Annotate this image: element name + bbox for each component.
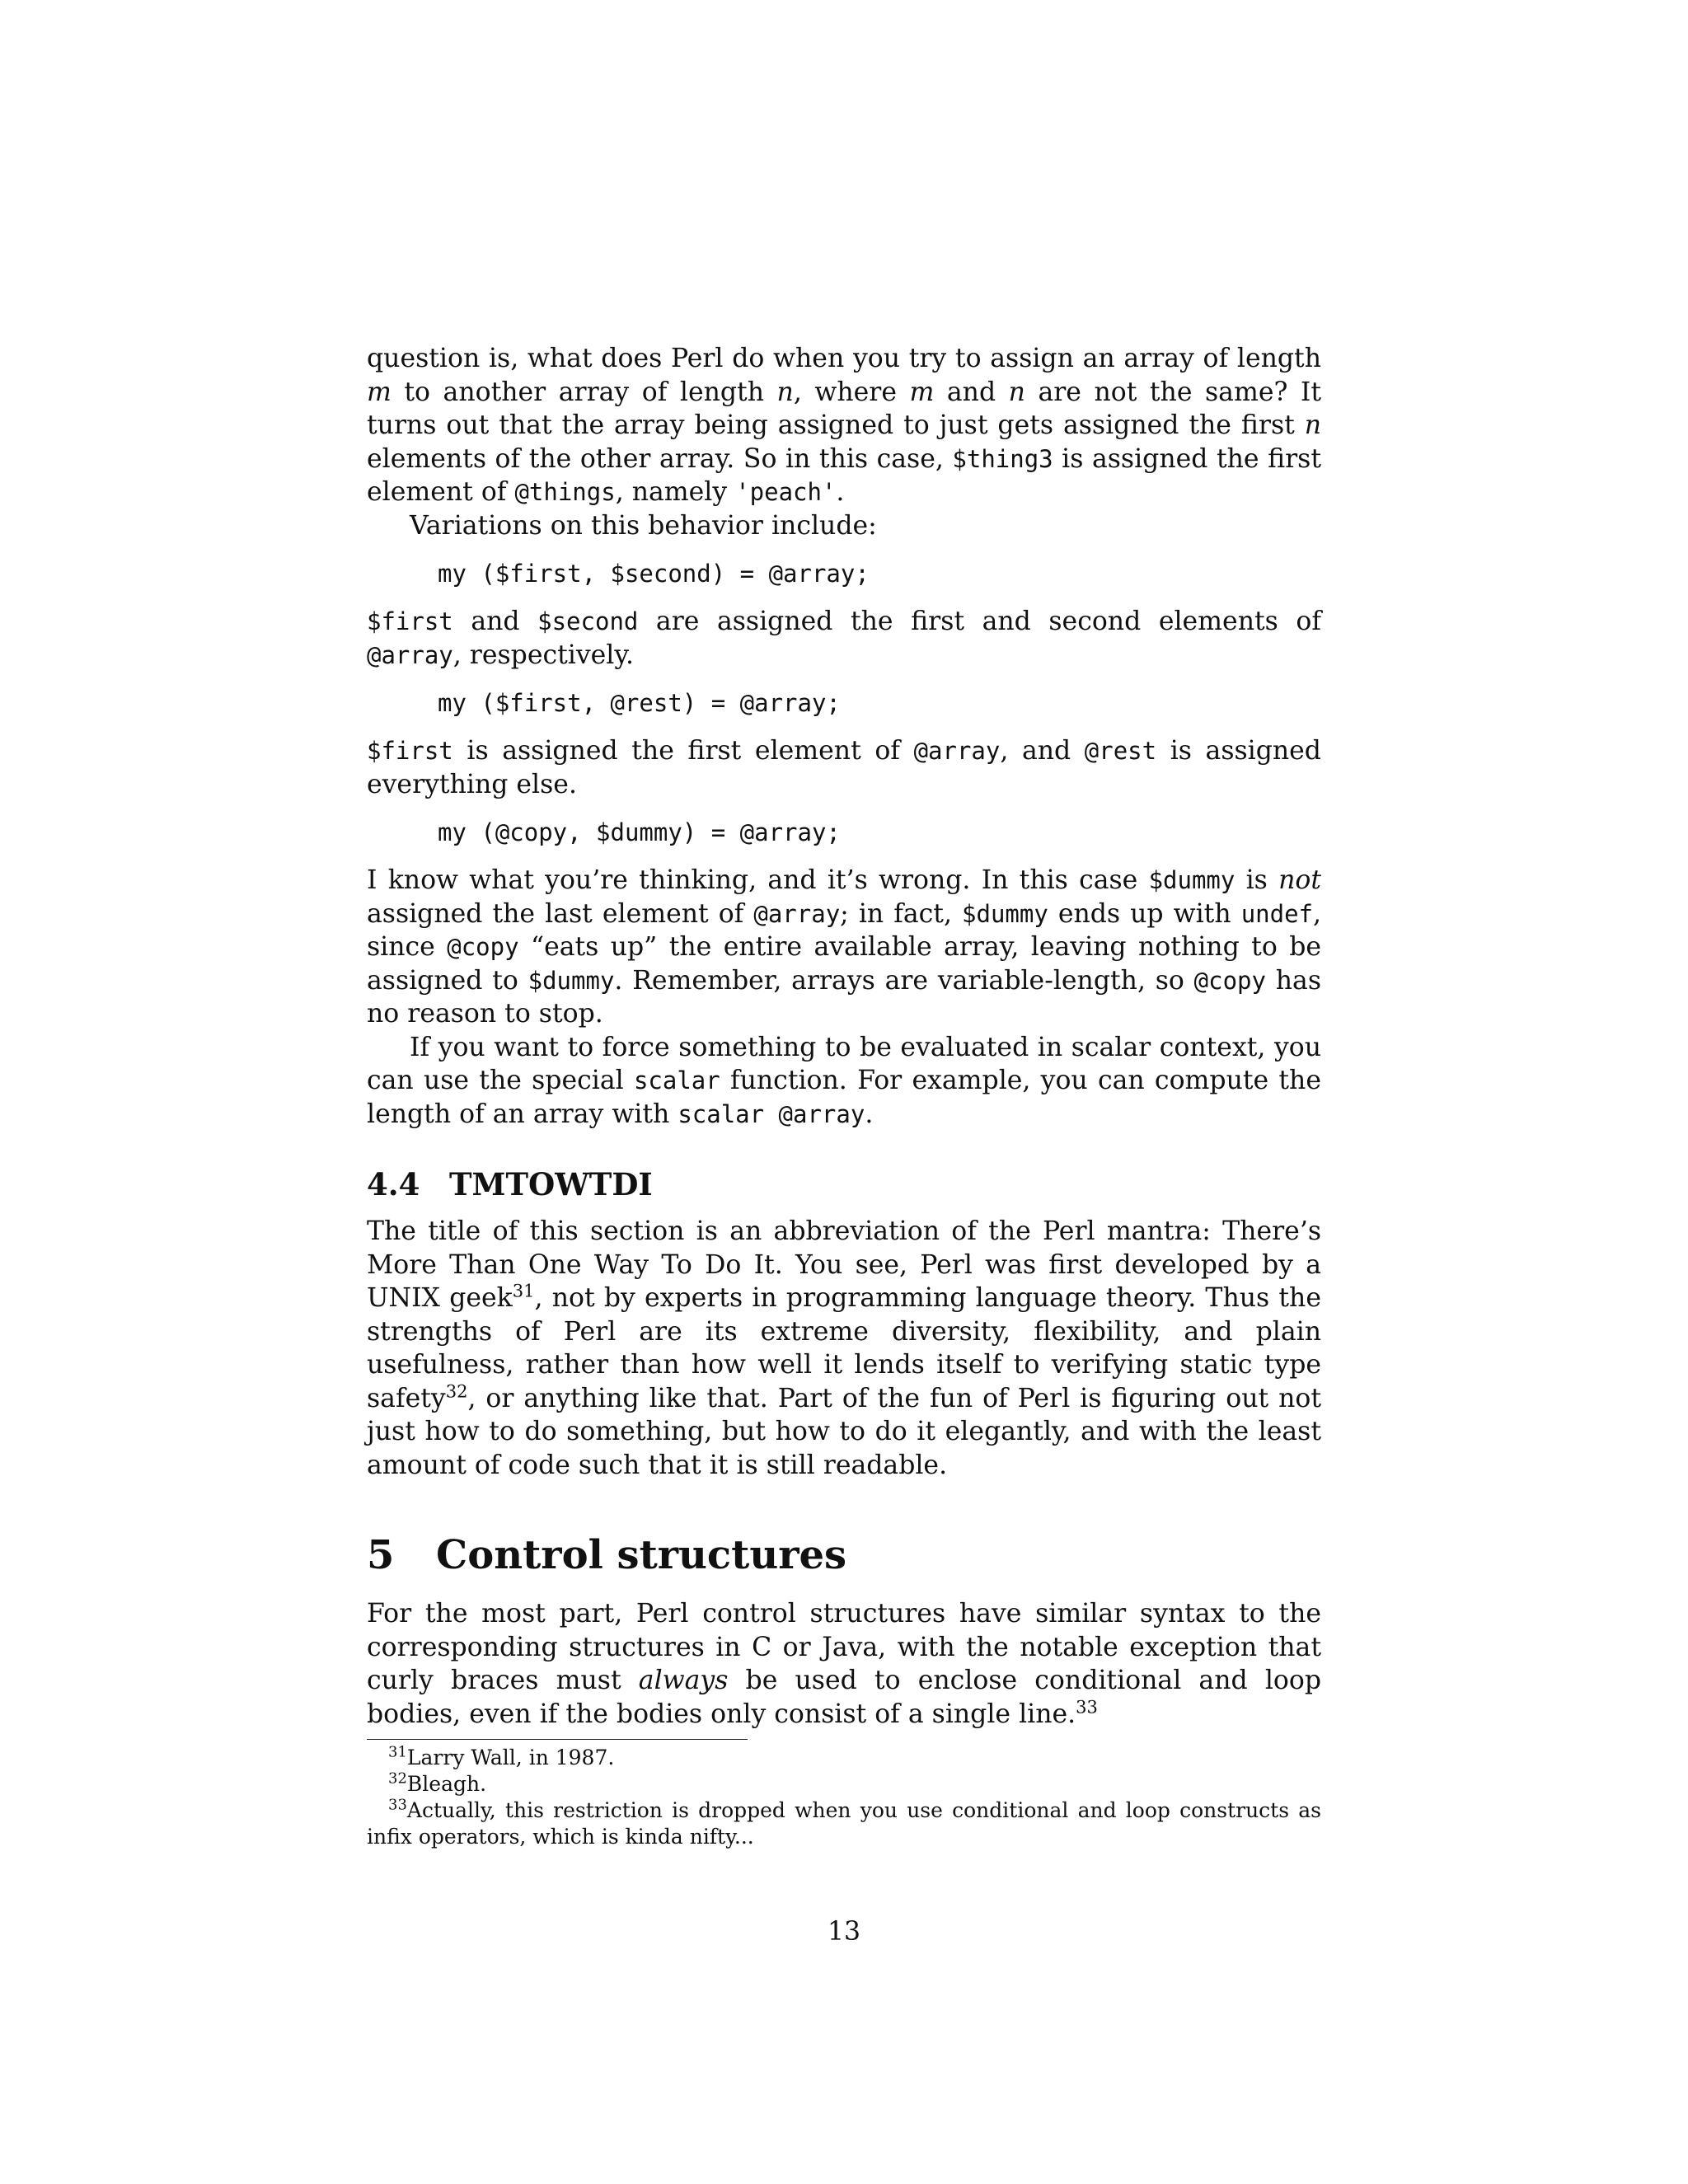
code-block-first-second: my ($first, $second) = @array;	[438, 560, 870, 588]
section-title: Control structures	[436, 1532, 847, 1578]
inline-code: 'peach'	[735, 478, 837, 506]
page-body	[367, 342, 1321, 1850]
section-heading-control-structures	[367, 1531, 1321, 1579]
inline-code: @copy	[1193, 966, 1266, 995]
inline-code: scalar @array	[678, 1099, 865, 1128]
paragraph-first-second: $first and $second are assigned the first and second elements of @array, respectively.	[367, 607, 1321, 670]
paragraph-copy-dummy: I know what you’re thinking, and it’s wrong. In this case $dummy is not assigned the last element of @array; in fact, $dummy ends up with undef, since @copy “eats up” the entire available array, leaving nothing to be assigned to $dummy. Remember, arrays are variable-length, so @copy has no reason to stop.	[367, 865, 1322, 1029]
section-title: TMTOWTDI	[449, 1166, 653, 1202]
inline-code: $second	[537, 607, 639, 635]
inline-code: @things	[514, 478, 616, 506]
footnote-divider	[367, 1739, 748, 1740]
paragraph-variations: Variations on this behavior include:	[410, 510, 877, 541]
inline-code: undef	[1240, 899, 1313, 928]
paragraph-control-structures: For the most part, Perl control structures have similar syntax to the corresponding structures in C or Java, with the notable exception that curly braces must always be used to enclose conditional and loop bodies, even if the bodies only consist of a single line.$^{33}$	[367, 1599, 1321, 1729]
page-number: 13	[827, 1917, 861, 1947]
inline-code: @copy	[447, 933, 519, 961]
footnote-33: $^{33}$Actually, this restriction is dropped when you use conditional and loop constructs as infix operators, which is kinda nifty...	[367, 1796, 1321, 1849]
inline-code: $first	[367, 607, 453, 635]
section-number: 5	[367, 1532, 395, 1578]
inline-code: @rest	[1084, 737, 1157, 765]
paragraph-array-assignment: question is, what does Perl do when you try to assign an array of length m to another array of length n, where m and n are not the same? It turns out that the array being assigned to just gets assigned the first n elements of the other array. So in this case, $thing3 is assigned the first element of @things, namely 'peach'.	[367, 344, 1321, 507]
footnote-32: $^{32}$Bleagh.	[388, 1769, 487, 1796]
inline-code: @array	[913, 737, 1001, 765]
section-number: 4.4	[367, 1166, 420, 1202]
inline-code: scalar	[633, 1066, 720, 1094]
footnote-ref: 33	[1076, 1697, 1098, 1717]
code-block-copy-dummy: my (@copy, $dummy) = @array;	[438, 818, 841, 846]
inline-code: $dummy	[528, 966, 615, 995]
footnotes	[367, 1745, 1321, 1850]
paragraph-first-rest: $first is assigned the first element of @array, and @rest is assigned everything else.	[367, 736, 1321, 799]
paragraph-tmtowtdi: The title of this section is an abbreviation of the Perl mantra: There’s More Than One Way To Do It. You see, Perl was first developed by a UNIX geek$^{31}$, not by experts in programming language theory. Thus the strengths of Perl are its extreme diversity, flexibility, and plain usefulness, rather than how well it lends itself to verifying static type safety$^{32}$, or anything like that. Part of the fun of Perl is figuring out not just how to do something, but how to do it elegantly, and with the least amount of code such that it is still readable.	[367, 1216, 1321, 1480]
inline-code: $dummy	[962, 899, 1048, 928]
footnote-ref: 31	[512, 1281, 535, 1301]
footnote-31: $^{31}$Larry Wall, in 1987.	[388, 1743, 615, 1769]
paragraph-scalar: If you want to force something to be evaluated in scalar context, you can use the special scalar function. For example, you can compute the length of an array with scalar @array.	[367, 1032, 1321, 1129]
inline-code: $thing3	[952, 444, 1053, 473]
inline-code: @array	[753, 899, 841, 928]
inline-code: @array	[367, 640, 453, 669]
inline-code: $first	[367, 737, 453, 765]
code-block-first-rest: my ($first, @rest) = @array;	[438, 689, 841, 717]
inline-code: $dummy	[1148, 866, 1236, 894]
footnote-ref: 32	[445, 1381, 468, 1401]
section-heading-tmtowtdi	[367, 1165, 1321, 1203]
